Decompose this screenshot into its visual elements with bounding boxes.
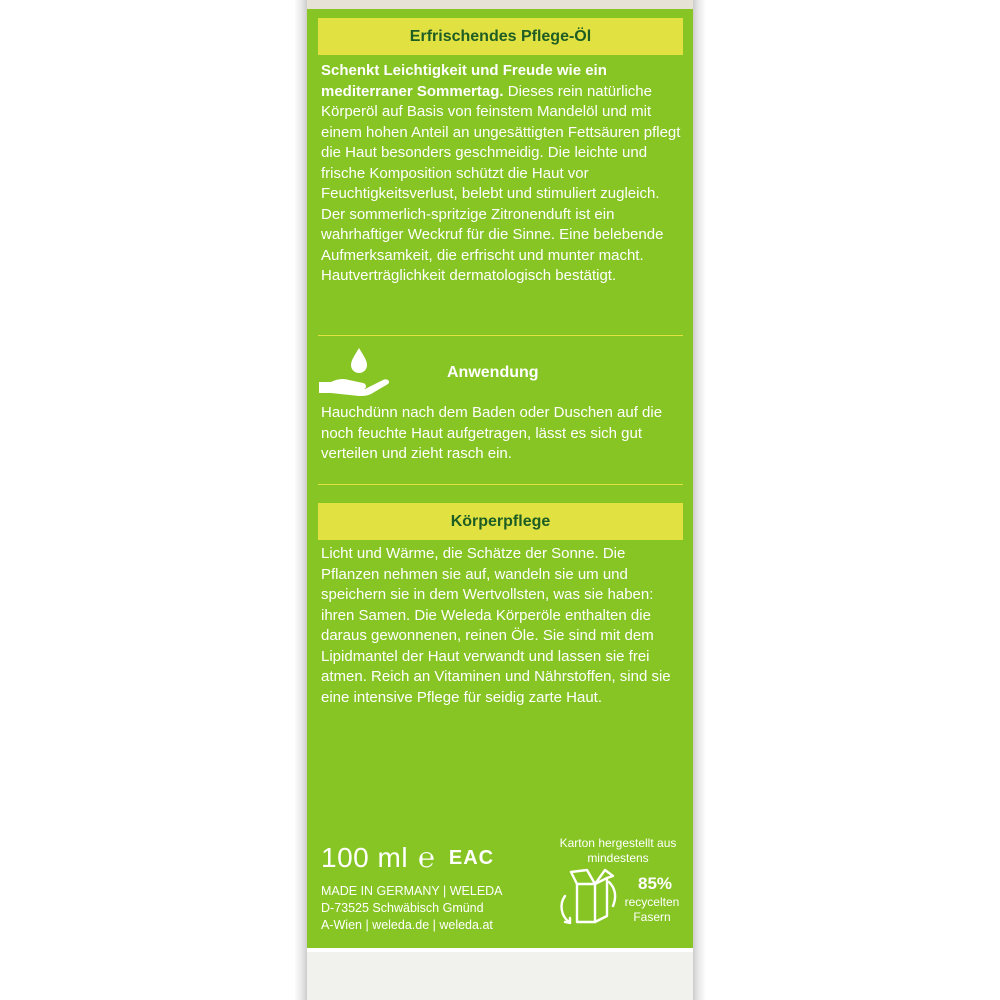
body-care-text: Licht und Wärme, die Schätze der Sonne. Die Pflanzen nehmen sie auf, wandeln sie um und speichern sie in dem Wertvollsten, was sie haben: ihren Samen. Die Weleda Körperöle enthalten die daraus gewonnenen, reinen Öle. Sie sind mit dem Lipidmantel der Haut verwandt und lassen sie frei atmen. Reich an Vitaminen und Nährstoffen, sind sie eine intensive Pflege für seidig zarte Haut.: [321, 545, 671, 706]
right-shadow: [692, 0, 706, 1000]
top-edge: [307, 0, 693, 9]
lead-text: Schenkt Leichtigkeit und Freude wie ein mediterraner Sommertag.: [321, 62, 607, 100]
divider-1: [318, 335, 683, 336]
description-text: [321, 61, 683, 287]
address-line-1: D-73525 Schwäbisch Gmünd: [321, 901, 484, 915]
section-title-anwendung: Anwendung: [447, 364, 539, 381]
package-back-panel: [307, 0, 693, 1000]
section-header-pflegeoel: [318, 18, 683, 55]
dermatology-note: Hautverträglichkeit dermatologisch bestätigt.: [321, 267, 617, 284]
recycle-percent: 85%: [637, 874, 673, 893]
recycled-box-icon: [553, 866, 621, 930]
volume-label: 100 ml: [321, 842, 409, 873]
hand-drop-icon: [317, 346, 395, 396]
description-body: Dieses rein natürliche Körperöl auf Basis von feinstem Mandelöl und mit einem hohen Anteil an ungesättigten Fettsäuren pflegt die Haut besonders geschmeidig. Die leichte und frische Komposition schützt die Haut vor Feuchtigkeitsverlust, belebt und stimuliert zugleich. Der sommerlich-spritzige Zitronenduft ist ein wahrhaftiger Weckruf für die Sinne. Eine belebende Aufmerksamkeit, die erfrischt und munter macht.: [321, 82, 681, 264]
volume-row: [321, 840, 494, 876]
divider-2: [318, 484, 683, 485]
section-title-pflegeoel: Erfrischendes Pflege-Öl: [409, 27, 592, 45]
application-text: Hauchdünn nach dem Baden oder Duschen auf die noch feuchte Haut aufgetragen, lässt es sich gut verteilen und zieht rasch ein.: [321, 404, 663, 462]
eac-mark: EAC: [448, 846, 495, 869]
left-shadow: [294, 0, 308, 1000]
bottom-edge: [307, 948, 693, 1000]
recycle-subtext: recycelten Fasern: [624, 895, 680, 924]
address-line-2: A-Wien | weleda.de | weleda.at: [321, 918, 493, 932]
manufacturer-info: [321, 883, 561, 934]
section-header-koerperpflege: [318, 503, 683, 540]
estimate-sign-icon: ℮: [418, 842, 435, 873]
recycle-label: Karton hergestellt aus mindestens: [559, 836, 677, 865]
made-in-line: MADE IN GERMANY | WELEDA: [321, 884, 503, 898]
section-title-koerperpflege: Körperpflege: [450, 512, 551, 530]
